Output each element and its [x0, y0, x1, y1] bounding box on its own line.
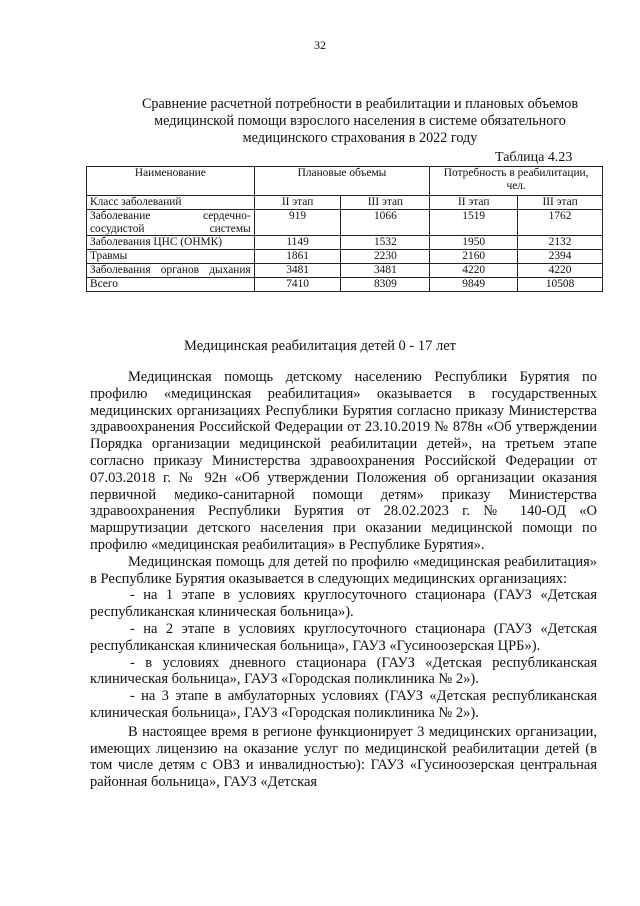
table-header-row	[87, 167, 603, 196]
header-planned: Плановые объемы	[254, 167, 430, 196]
row-name: Заболевания ЦНС (ОНМК)	[87, 236, 255, 250]
list-item: - на 1 этапе в условиях круглосуточного стационара (ГАУЗ «Детская республиканская клиническая больница»).	[90, 587, 597, 621]
paragraph: Медицинская помощь для детей по профилю «медицинская реабилитация» в Республике Бурятия оказывается в следующих медицинских организациях:	[90, 553, 597, 587]
row-value: 3481	[254, 263, 341, 277]
paragraph: В настоящее время в регионе функционирует 3 медицинских организации, имеющих лицензию на оказание услуг по медицинской реабилитации детей (в том числе детям с ОВЗ и инвалидностью): ГАУЗ «Гусиноозерская центральная районная больница», ГАУЗ «Детская	[90, 723, 597, 791]
list-item: - в условиях дневного стационара (ГАУЗ «Детская республиканская клиническая больница», ГАУЗ «Городская поликлиника № 2»).	[90, 654, 597, 688]
row-value: 9849	[430, 277, 518, 291]
row-value: 1762	[518, 209, 603, 236]
row-value: 1532	[341, 236, 430, 250]
row-value: 7410	[254, 277, 341, 291]
row-value: 1861	[254, 250, 341, 264]
row-name: Заболевание сердечно-сосудистой системы	[87, 209, 255, 236]
table-row	[87, 209, 603, 236]
subheader-cell: III этап	[518, 196, 603, 210]
row-value: 4220	[430, 263, 518, 277]
row-name: Травмы	[87, 250, 255, 264]
table-row	[87, 250, 603, 264]
table-label: Таблица 4.23	[495, 150, 573, 165]
header-need: Потребность в реабилитации, чел.	[430, 167, 603, 196]
row-value: 1519	[430, 209, 518, 236]
table-row	[87, 263, 603, 277]
section-heading: Медицинская реабилитация детей 0 - 17 лет	[184, 338, 456, 354]
row-value: 1149	[254, 236, 341, 250]
row-value: 4220	[518, 263, 603, 277]
list-item: - на 3 этапе в амбулаторных условиях (ГАУЗ «Детская республиканская клиническая больница», ГАУЗ «Городская поликлиника № 2»).	[90, 688, 597, 721]
row-name: Заболевания органов дыхания	[87, 263, 255, 277]
row-value: 2394	[518, 250, 603, 264]
row-value: 2132	[518, 236, 603, 250]
row-value: 2230	[341, 250, 430, 264]
rehab-table	[86, 166, 603, 292]
paragraph: Медицинская помощь детскому населению Республики Бурятия по профилю «медицинская реабилитация» оказывается в государственных медицинских организациях Республики Бурятия согласно приказу Министерства здравоохранения Российской Федерации от 23.10.2019 № 878н «Об утверждении Порядка организации медицинской реабилитации детей», на третьем этапе согласно приказу Министерства здравоохранения Российской Федерации от 07.03.2018 г. № 92н «Об утверждении Положения об организации оказания первичной медико-санитарной помощи детям» приказу Министерства здравоохранения Республики Бурятия от 28.02.2023 г. № 140-ОД «О маршрутизации детского населения при оказании медицинской помощи по профилю «медицинская реабилитация» в Республике Бурятия».	[90, 369, 597, 553]
row-value: 3481	[341, 263, 430, 277]
row-value: 10508	[518, 277, 603, 291]
subheader-cell: II этап	[254, 196, 341, 210]
subheader-cell: III этап	[341, 196, 430, 210]
row-value: 1066	[341, 209, 430, 236]
table-title: Сравнение расчетной потребности в реабилитации и плановых объемов медицинской помощи взрослого населения в системе обязательного медицинского страхования в 2022 году	[141, 96, 579, 147]
header-name: Наименование	[87, 167, 255, 196]
row-value: 1950	[430, 236, 518, 250]
table-subheader-row	[87, 196, 603, 210]
row-value: 919	[254, 209, 341, 236]
list-item: - на 2 этапе в условиях круглосуточного стационара (ГАУЗ «Детская республиканская клиническая больница», ГАУЗ «Гусиноозерская ЦРБ»).	[90, 620, 597, 654]
table-row-total	[87, 277, 603, 291]
row-name: Всего	[87, 277, 255, 291]
page-number: 32	[314, 38, 326, 52]
subheader-cell: Класс заболеваний	[87, 196, 255, 210]
row-value: 2160	[430, 250, 518, 264]
subheader-cell: II этап	[430, 196, 518, 210]
table-row	[87, 236, 603, 250]
row-value: 8309	[341, 277, 430, 291]
body-text	[90, 369, 597, 791]
